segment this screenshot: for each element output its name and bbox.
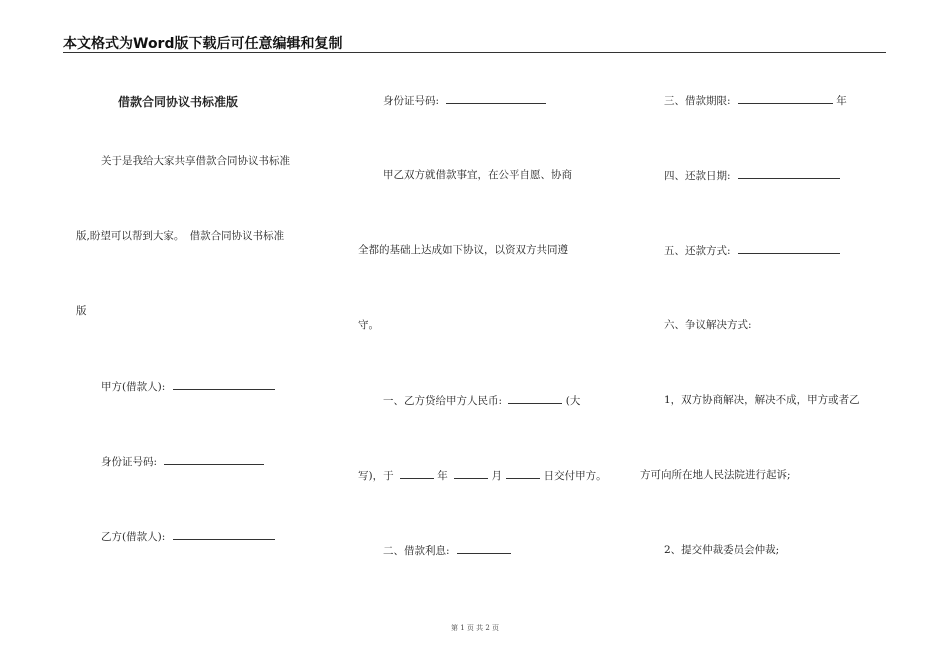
repayment-method-blank[interactable] <box>738 243 840 254</box>
delivery-year-label: 年 <box>437 470 448 482</box>
delivery-date-suffix: 日交付甲方。 <box>543 470 607 482</box>
dispute-option-1-line-2: 方可向所在地人民法院进行起诉; <box>640 469 791 481</box>
delivery-month-label: 月 <box>491 470 502 482</box>
intro-line-1: 关于是我给大家共享借款合同协议书标准 <box>101 155 290 167</box>
repayment-method-line <box>664 243 840 258</box>
repayment-date-line <box>664 168 840 183</box>
party-a-blank[interactable] <box>173 379 275 390</box>
term-line <box>664 93 847 108</box>
dispute-option-1-line-1: 1，双方协商解决，解决不成，甲方或者乙 <box>664 394 860 406</box>
term-label: 三、借款期限: <box>664 95 731 107</box>
id-b-label: 身份证号码: <box>383 95 440 107</box>
loan-amount-blank[interactable] <box>508 393 562 404</box>
party-b-blank[interactable] <box>173 529 275 540</box>
loan-amount-line <box>383 393 580 408</box>
agreement-line-1: 甲乙双方就借款事宜，在公平自愿、协商 <box>383 169 572 181</box>
interest-label: 二、借款利息: <box>383 545 450 557</box>
dispute-resolution-heading: 六、争议解决方式: <box>664 319 752 331</box>
interest-line <box>383 543 511 558</box>
agreement-line-2: 全都的基础上达成如下协议，以资双方共同遵 <box>358 244 568 256</box>
intro-line-2: 版,盼望可以帮到大家。 借款合同协议书标准 <box>76 230 285 242</box>
page-number: 第 1 页 共 2 页 <box>450 624 500 632</box>
id-b-line <box>383 93 546 108</box>
term-unit: 年 <box>836 95 847 107</box>
header-divider <box>63 52 886 53</box>
id-b-blank[interactable] <box>446 93 546 104</box>
party-a-line <box>101 379 275 394</box>
document-header-title: 本文格式为Word版下载后可任意编辑和复制 <box>63 36 343 52</box>
id-a-label: 身份证号码: <box>101 456 158 468</box>
dispute-option-2: 2、提交仲裁委员会仲裁; <box>664 544 780 556</box>
loan-amount-label: 一、乙方贷给甲方人民币: <box>383 395 503 407</box>
term-blank[interactable] <box>738 93 833 104</box>
repayment-date-label: 四、还款日期: <box>664 170 731 182</box>
agreement-line-3: 守。 <box>358 319 379 331</box>
delivery-year-blank[interactable] <box>400 468 434 479</box>
delivery-date-prefix: 写)，于 <box>358 470 394 482</box>
loan-amount-capital-label: (大 <box>565 395 581 407</box>
repayment-method-label: 五、还款方式: <box>664 245 731 257</box>
party-b-label: 乙方(借款人): <box>101 531 166 543</box>
party-b-line <box>101 529 275 544</box>
id-a-blank[interactable] <box>164 454 264 465</box>
delivery-month-blank[interactable] <box>454 468 488 479</box>
party-a-label: 甲方(借款人): <box>101 381 166 393</box>
repayment-date-blank[interactable] <box>738 168 840 179</box>
intro-line-3: 版 <box>76 305 87 317</box>
delivery-date-line <box>358 468 607 483</box>
interest-blank[interactable] <box>457 543 511 554</box>
document-title: 借款合同协议书标准版 <box>118 95 239 109</box>
delivery-day-blank[interactable] <box>506 468 540 479</box>
id-a-line <box>101 454 264 469</box>
